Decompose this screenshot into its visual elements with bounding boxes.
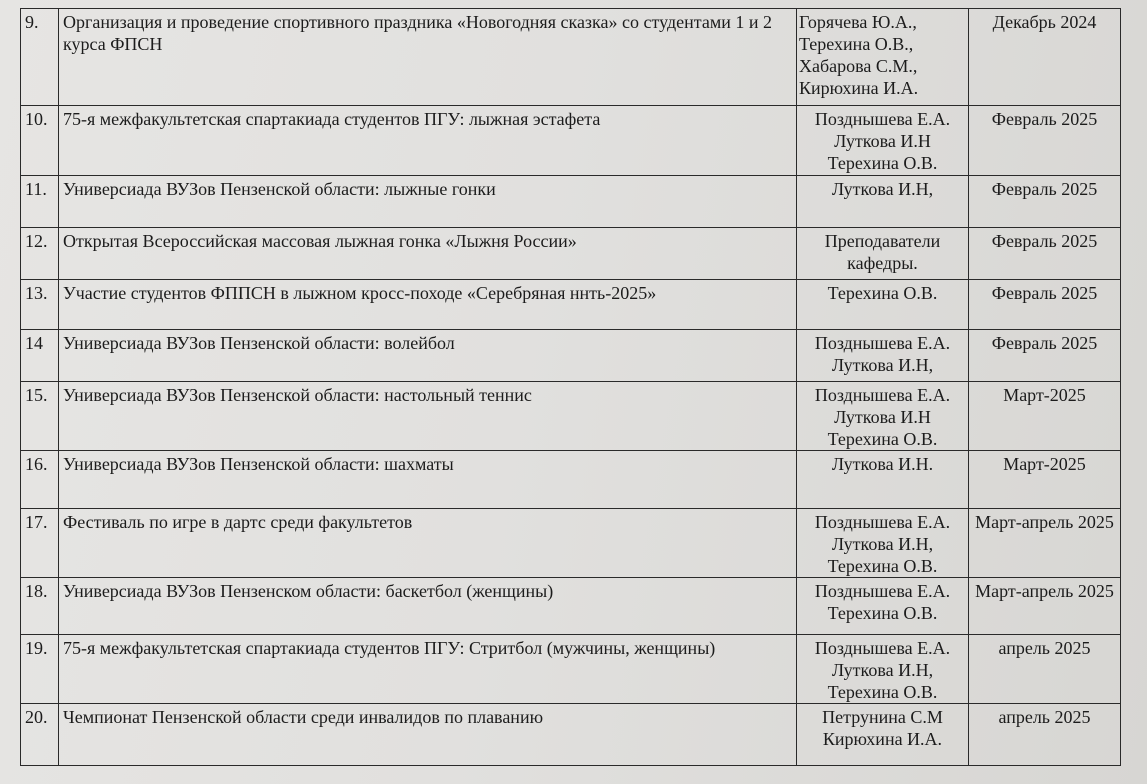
responsible-person: Луткова И.Н, [831, 534, 934, 554]
table-row [21, 330, 1121, 382]
row-number: 18. [21, 578, 59, 635]
event-name: Универсиада ВУЗов Пензенском области: баскетбол (женщины) [59, 578, 797, 635]
responsible-person: Горячева Ю.А., [799, 12, 917, 32]
table-row [21, 228, 1121, 280]
row-number: 17. [21, 509, 59, 578]
table-row [21, 280, 1121, 330]
responsible-person: Луткова И.Н [834, 407, 931, 427]
row-number: 19. [21, 635, 59, 704]
row-number: 20. [21, 704, 59, 766]
row-number: 12. [21, 228, 59, 280]
responsible-persons [797, 176, 969, 228]
responsible-person: Терехина О.В. [827, 603, 938, 623]
event-date: Февраль 2025 [969, 106, 1121, 176]
responsible-persons [797, 578, 969, 635]
event-date: Февраль 2025 [969, 228, 1121, 280]
event-date: Март-апрель 2025 [969, 578, 1121, 635]
table-row [21, 704, 1121, 766]
responsible-person: Кирюхина И.А. [799, 78, 919, 98]
event-date: Март-апрель 2025 [969, 509, 1121, 578]
event-name: Участие студентов ФППСН в лыжном кросс-походе «Серебряная ннть-2025» [59, 280, 797, 330]
responsible-person: Луткова И.Н [834, 131, 931, 151]
event-name: Универсиада ВУЗов Пензенской области: волейбол [59, 330, 797, 382]
responsible-persons [797, 280, 969, 330]
responsible-persons [797, 509, 969, 578]
responsible-persons [797, 451, 969, 509]
row-number: 15. [21, 382, 59, 451]
event-date: Март-2025 [969, 451, 1121, 509]
event-name: Универсиада ВУЗов Пензенской области: настольный теннис [59, 382, 797, 451]
row-number: 14 [21, 330, 59, 382]
responsible-persons [797, 330, 969, 382]
responsible-person: Преподаватели [824, 231, 941, 251]
responsible-person: Позднышева Е.А. [814, 638, 951, 658]
responsible-person: кафедры. [847, 253, 918, 273]
responsible-person: Петрунина С.М [822, 707, 943, 727]
responsible-person: Позднышева Е.А. [814, 581, 951, 601]
responsible-persons [797, 704, 969, 766]
row-number: 13. [21, 280, 59, 330]
responsible-persons [797, 382, 969, 451]
row-number: 10. [21, 106, 59, 176]
table-row [21, 9, 1121, 106]
table-row [21, 509, 1121, 578]
responsible-persons [797, 9, 969, 106]
event-name: Универсиада ВУЗов Пензенской области: шахматы [59, 451, 797, 509]
row-number: 9. [21, 9, 59, 106]
event-date: Февраль 2025 [969, 280, 1121, 330]
event-name: 75-я межфакультетская спартакиада студентов ПГУ: Стритбол (мужчины, женщины) [59, 635, 797, 704]
responsible-person: Кирюхина И.А. [822, 729, 943, 749]
table-row [21, 578, 1121, 635]
event-name: Чемпионат Пензенской области среди инвалидов по плаванию [59, 704, 797, 766]
responsible-person: Луткова И.Н, [831, 355, 934, 375]
table-row [21, 382, 1121, 451]
row-number: 11. [21, 176, 59, 228]
event-date: Февраль 2025 [969, 330, 1121, 382]
responsible-person: Терехина О.В. [827, 153, 938, 173]
table-row [21, 176, 1121, 228]
event-name: Открытая Всероссийская массовая лыжная гонка «Лыжня России» [59, 228, 797, 280]
responsible-person: Позднышева Е.А. [814, 109, 951, 129]
responsible-person: Терехина О.В. [827, 283, 938, 303]
table-row [21, 635, 1121, 704]
event-date: Март-2025 [969, 382, 1121, 451]
responsible-persons [797, 106, 969, 176]
responsible-persons [797, 228, 969, 280]
responsible-person: Позднышева Е.А. [814, 385, 951, 405]
table-row [21, 106, 1121, 176]
event-name: Фестиваль по игре в дартс среди факультетов [59, 509, 797, 578]
event-date: апрель 2025 [969, 635, 1121, 704]
table-row [21, 451, 1121, 509]
event-date: Декабрь 2024 [969, 9, 1121, 106]
responsible-person: Терехина О.В. [827, 429, 938, 449]
event-date: апрель 2025 [969, 704, 1121, 766]
events-table [20, 8, 1121, 766]
responsible-person: Позднышева Е.А. [814, 333, 951, 353]
responsible-person: Луткова И.Н, [831, 179, 934, 199]
responsible-person: Терехина О.В. [827, 682, 938, 702]
responsible-person: Луткова И.Н, [831, 660, 934, 680]
event-date: Февраль 2025 [969, 176, 1121, 228]
responsible-person: Хабарова С.М., [799, 56, 918, 76]
responsible-person: Позднышева Е.А. [814, 512, 951, 532]
event-name: 75-я межфакультетская спартакиада студентов ПГУ: лыжная эстафета [59, 106, 797, 176]
events-table-body [21, 9, 1121, 766]
row-number: 16. [21, 451, 59, 509]
event-name: Универсиада ВУЗов Пензенской области: лыжные гонки [59, 176, 797, 228]
responsible-persons [797, 635, 969, 704]
responsible-person: Луткова И.Н. [831, 454, 934, 474]
responsible-person: Терехина О.В., [799, 34, 914, 54]
responsible-person: Терехина О.В. [827, 556, 938, 576]
event-name: Организация и проведение спортивного праздника «Новогодняя сказка» со студентами 1 и 2 курса ФПСН [59, 9, 797, 106]
